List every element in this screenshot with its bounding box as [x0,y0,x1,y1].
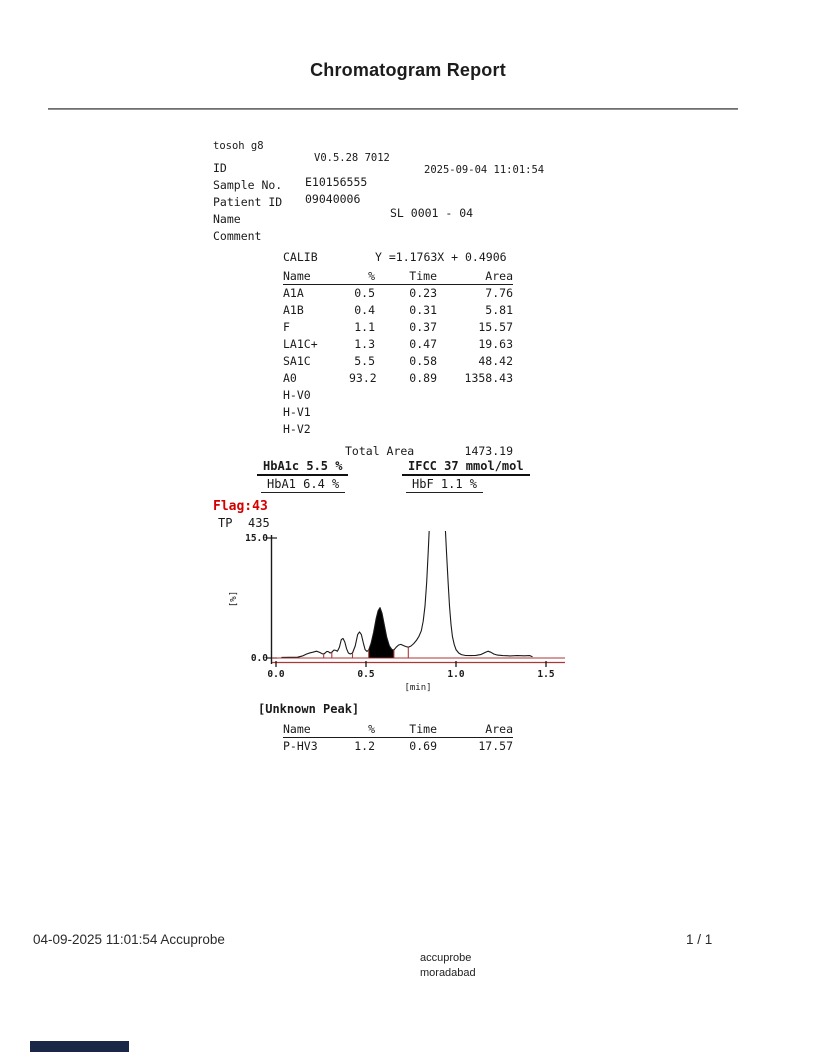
table-cell: SA1C [283,354,311,368]
table-header-row [283,268,513,285]
table-cell [437,404,513,421]
field-extra: SL 0001 - 04 [390,206,474,220]
table-cell [437,387,513,404]
table-cell: 19.63 [478,337,513,351]
footer-lab-name: accuprobe [420,952,472,964]
table-row [283,319,513,336]
column-header: Name [283,269,311,283]
svg-text:[%]: [%] [229,590,239,608]
table-cell [349,387,375,404]
result-hba1c: HbA1c 5.5 % [257,459,348,476]
table-cell: 1358.43 [464,371,513,385]
table-cell: 0.4 [354,303,375,317]
table-cell: 5.5 [354,354,375,368]
table-row [283,387,513,404]
page-title: Chromatogram Report [310,60,506,80]
table-cell: A1B [283,303,304,317]
calib-label: CALIB [283,250,318,264]
footer-datetime-lab: 04-09-2025 11:01:54 Accuprobe [33,932,225,947]
table-cell: 7.76 [485,286,513,300]
svg-text:15.0: 15.0 [245,533,268,544]
table-cell: 1.1 [354,320,375,334]
column-header: Area [485,269,513,283]
table-cell: F [283,320,290,334]
calib-line [283,250,507,264]
table-cell: A0 [283,371,297,385]
column-header: % [368,722,375,736]
table-cell: 0.47 [409,337,437,351]
field-value: 09040006 [305,192,361,206]
table-cell [375,387,437,404]
field-row-name [213,198,633,226]
firmware-version: V0.5.28 7012 [314,152,390,164]
table-row [283,285,513,302]
column-header: Name [283,722,311,736]
table-cell: 93.2 [349,371,377,385]
field-value: E10156555 [305,175,368,189]
chromatogram-svg [224,527,576,693]
result-ifcc: IFCC 37 mmol/mol [402,459,530,476]
table-cell: 0.37 [409,320,437,334]
footer-lab-address [420,951,476,981]
table-row [283,353,513,370]
column-header: % [368,269,375,283]
calib-equation: Y =1.1763X + 0.4906 [375,250,507,264]
table-cell: 48.42 [478,354,513,368]
table-cell: H-V1 [283,405,311,419]
table-cell: P-HV3 [283,739,318,753]
table-cell: LA1C+ [283,337,318,351]
table-cell: 0.31 [409,303,437,317]
field-label: Patient ID [213,195,283,209]
table-cell: A1A [283,286,304,300]
footer-lab-city: moradabad [420,967,476,979]
analysis-datetime: 2025-09-04 11:01:54 [424,164,545,176]
field-label: ID [213,161,227,175]
table-cell: 0.69 [409,739,437,753]
result-hbf: HbF 1.1 % [406,477,483,493]
field-label: Comment [213,229,262,243]
table-row [283,404,513,421]
table-row [283,336,513,353]
column-header: Area [485,722,513,736]
chromatogram-chart [224,527,576,693]
table-cell: 0.89 [409,371,437,385]
table-cell: 17.57 [478,739,513,753]
result-hba1: HbA1 6.4 % [261,477,345,493]
table-cell: 0.5 [354,286,375,300]
table-cell [375,404,437,421]
table-row [283,421,513,438]
svg-text:[min]: [min] [404,683,432,693]
table-cell: 1.2 [354,739,375,753]
svg-text:0.0: 0.0 [250,653,268,664]
total-area-value: 1473.19 [464,444,513,458]
unknown-peak-table [283,721,513,755]
header-divider [48,108,738,110]
table-cell [349,404,375,421]
table-cell: 0.58 [409,354,437,368]
svg-text:0.0: 0.0 [267,669,285,680]
table-cell [349,421,375,438]
tp-label: TP [218,516,233,530]
tp-value: 435 [248,516,270,530]
table-row [283,302,513,319]
field-row-comment [213,215,633,243]
table-cell: 0.23 [409,286,437,300]
column-header: Time [409,269,437,283]
total-area-label: Total Area [345,444,415,458]
table-cell: H-V2 [283,422,311,436]
table-row [283,370,513,387]
table-row [283,738,513,755]
column-header: Time [409,722,437,736]
bottom-left-bar [30,1041,129,1052]
flag-warning: Flag:43 [213,499,268,514]
table-cell: 1.3 [354,337,375,351]
device-name: tosoh g8 [213,140,264,152]
table-cell [437,421,513,438]
table-cell: 15.57 [478,320,513,334]
table-cell [375,421,437,438]
unknown-peak-title: [Unknown Peak] [258,702,360,716]
calib-table [283,268,513,438]
svg-text:0.5: 0.5 [357,669,375,680]
table-header-row [283,721,513,738]
field-label: Sample No. [213,178,283,192]
svg-text:1.0: 1.0 [447,669,465,680]
page-number: 1 / 1 [686,932,713,947]
field-label: Name [213,212,241,226]
table-cell: H-V0 [283,388,311,402]
svg-text:1.5: 1.5 [537,669,555,680]
table-cell: 5.81 [485,303,513,317]
